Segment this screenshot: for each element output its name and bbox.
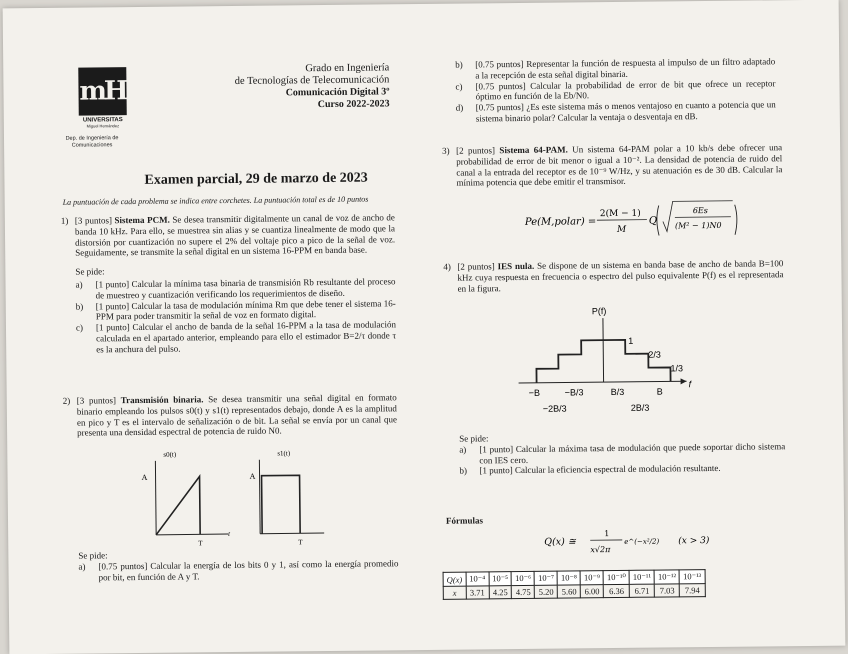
q-cond: (x > 3) [678,536,710,547]
item-label: a) [459,444,467,455]
q-table-head-cell: 10⁻⁸ [557,571,580,585]
q-table-cell: 5.20 [535,585,558,598]
problem-3 [442,142,783,189]
q-formula [544,525,724,561]
q-table-head-cell: 10⁻⁴ [466,572,489,586]
item-label: a) [75,279,83,290]
problem-2-number: 2) [62,395,71,406]
item-text: [1 punto] Calcular la máxima tasa de modulación que puede soportar dicho sistema con IES cero. [479,441,786,466]
q-table-cell: 6.36 [604,584,630,597]
pe-num: 2(M − 1) [599,208,641,220]
pe-q: Q [648,215,658,227]
item-label: c) [75,322,84,333]
pe-den: M [616,224,627,235]
pe-paren-left [657,206,659,236]
item-label: b) [455,59,463,70]
s1-label: s1(t) [277,449,291,458]
exam-sheet [3,0,846,654]
pulse-figures [127,445,338,551]
plot-level-23: 2/3 [648,349,661,360]
q-table-head-cell: 10⁻⁵ [489,572,512,586]
q-table-head-cell: 10⁻⁷ [535,571,558,585]
q-table [443,569,706,600]
q-table-cell: 4.75 [512,585,535,598]
exam-title: Examen parcial, 29 de marzo de 2023 [144,170,368,188]
header-degree-2: de Tecnologías de Telecomunicación [234,74,390,87]
s1-t-axis [260,533,324,534]
item-label: b) [75,301,84,312]
item-label: d) [455,102,464,113]
problem-2-se-pide: Se pide: [78,550,108,561]
s0-t-label: t [228,530,231,539]
problem-1-name: Sistema PCM. [114,214,170,226]
problem-4-questions [459,430,785,477]
plot-level-13: 1/3 [670,363,684,374]
q-table-head-cell: 10⁻¹¹ [629,570,654,584]
department-label [52,135,132,150]
q-table-head-cell: 10⁻⁶ [512,571,535,585]
pe-formula [525,197,745,243]
x-tick-B: B [656,386,663,397]
problem-2-item-a [78,558,398,583]
problem-4-name: IES nula. [497,260,535,272]
q-table-cell: 7.03 [655,584,680,597]
plot-f-axis [519,381,687,383]
q-table-cell: 4.25 [489,586,512,599]
problem-1-points: [3 puntos] [74,215,112,226]
plot-f-label: f [688,379,692,390]
header-year: Curso 2022-2023 [317,98,390,111]
problem-3-points: [2 puntos] [456,145,496,156]
x-tick-2B3: 2B/3 [630,402,650,413]
course-header [203,62,389,112]
q-table-head-cell: 10⁻⁹ [580,571,603,585]
problem-2-continued [455,56,776,124]
plot-f-arrow [681,378,687,384]
item-text: [1 punto] Calcular la mínima tasa binaria de transmisión Rb resultante del proceso de muestreo y cuantización verificando los requerimientos de diseño. [95,276,396,301]
problem-4-se-pide: Se pide: [459,433,489,444]
s1-rect-pulse [262,475,301,533]
problem-3-text: Un sistema 64-PAM polar a 10 kb/s debe ofrecer una probabilidad de error de bit menor o igual a 10⁻². La densidad de potencia de ruido del canal a la entrada del receptor es de 10⁻⁹ W/Hz, y su atenuación es de 30 dB. Calcular la mínima potencia que debe emitir el transmisor. [456,142,783,189]
plot-y-axis [603,318,604,382]
spectrum-plot [506,301,707,425]
pe-inner-bar [675,217,731,218]
dept-line-1: Dep. de Ingeniería de [65,135,119,142]
plot-title: P(f) [591,306,607,317]
exam-note: La puntuación de cada problema se indica entre corchetes. La puntuación total es de 10 puntos [62,194,369,207]
plot-level-1: 1 [628,335,634,346]
problem-2-name: Transmisión binaria. [120,394,204,406]
dept-line-2: Comunicaciones [71,142,113,149]
s1-T-label: T [298,538,303,547]
problem-3-number: 3) [442,145,450,156]
q-den: x√2π [590,545,611,555]
x-tick-minus-B3: −B/3 [564,387,584,398]
header-subject: Comunicación Digital 3º [285,86,390,99]
problem-2-text: Se desea transmitir una señal digital en formato binario empleando los pulsos s0(t) y s1(t) representados debajo, donde A es la amplitud en pico y T es el intervalo de señalización o de bit. La señal se envía por un canal que presenta una densidad espectral de potencia de ruido N0. [76,392,398,439]
q-table-head-cell: 10⁻¹³ [679,570,704,584]
x-tick-minus-2B3: −2B/3 [542,403,567,414]
pe-paren-right [735,205,737,235]
problem-4-text: Se dispone de un sistema en banda base de ancho de banda B=100 kHz cuya respuesta en frecuencia o espectro del pulso equivalente P(f) es el representada en la figura. [457,258,784,294]
s1-y-axis [259,460,260,534]
item-label: a) [78,561,86,572]
problem-2 [62,392,398,439]
header-degree: Grado en Ingeniería [305,62,390,75]
problem-3-name: Sistema 64-PAM. [499,144,568,156]
problem-1 [60,212,397,355]
problem-4-item-b [459,463,785,477]
pe-lhs: Pe(M,polar) = [524,216,597,228]
s0-amp-label: A [141,472,148,482]
x-tick-B3: B/3 [610,386,625,398]
item-text: [0.75 puntos] Calcular la energía de los bits 0 y 1, así como la energía promedio por bit, en función de A y T. [98,558,399,583]
item-text: [1 punto] Calcular la eficiencia espectral de modulación resultante. [479,463,721,476]
q-table-cell: 6.71 [629,584,654,597]
q-exp: e^(−x²/2) [624,537,660,546]
item-text: [1 punto] Calcular el ancho de banda de la señal 16-PPM a la tasa de modulación calculada en el apartado anterior, empleando para ello el estimador B=2/τ donde τ es la anchura del pulso. [95,319,397,355]
item-label: b) [459,465,468,477]
problem-1-item-c [76,319,396,355]
problem-2-item-d [456,99,776,124]
formulas-title: Fórmulas [445,515,484,526]
problem-4-number: 4) [443,261,451,272]
s0-T-label: T [198,539,203,548]
q-table-cell: 7.94 [680,584,705,597]
item-text: [1 punto] Calcular la tasa de modulación mínima Rm que debe tener el sistema 16-PPM para poder transmitir la señal de voz en formato digital. [95,297,396,322]
logo-university: UNIVERSITAS [82,117,123,124]
problem-4-points: [2 puntos] [457,261,495,272]
problem-2-points: [3 puntos] [76,395,117,406]
s0-y-axis [155,461,156,535]
q-table-value-row [443,584,705,600]
s0-t-axis [156,534,228,535]
problem-2-questions [78,547,398,583]
s0-ramp-pulse [156,476,201,534]
problem-1-se-pide: Se pide: [75,266,105,277]
q-table-cell: 5.60 [558,585,581,598]
q-num: 1 [604,529,610,539]
logo-mark: mH [78,67,127,116]
problem-4 [443,258,784,294]
pe-frac-bar [597,220,647,221]
problem-1-text: Se desea transmitir digitalmente un canal de voz de ancho de banda 10 kHz. Para ello, se muestrea sin alias y se cuantiza linealmente de modo que la distorsión por cuantización no supere el 2% del voltaje pico a pico de la señal de voz. Seguidamente, se transmite la señal digital en un sistema 16-PPM en banda base. [74,212,396,259]
pe-inner-num: 6Es [692,206,708,216]
q-lhs: Q(x) ≅ [544,536,576,548]
q-table-cell: x [443,586,466,599]
logo-subtitle: Miguel Hernández [86,123,120,129]
university-logo [67,67,138,129]
q-table-head-cell: Q(x) [443,572,466,586]
q-table-head-cell: 10⁻¹² [654,570,679,584]
pe-inner-den: (M² − 1)N0 [674,220,722,231]
item-text: [0.75 puntos] Calcular la probabilidad de error de bit que ofrece un receptor óptimo en función de la Eb/N0. [475,77,776,102]
s1-amp-label: A [249,471,256,481]
item-label: c) [455,81,463,92]
s0-label: s0(t) [163,450,177,459]
item-text: [0.75 puntos] Representar la función de respuesta al impulso de un filtro adaptado a la recepción de esta señal digital binaria. [475,56,776,81]
q-table-head-cell: 10⁻¹⁰ [603,570,629,584]
q-table-cell: 6.00 [581,585,604,598]
item-text: [0.75 puntos] ¿Es este sistema más o menos ventajoso en cuanto a potencia que un sistema binario polar? Calcular la ventaja o desventaja en dB. [475,99,776,124]
problem-1-number: 1) [60,215,69,226]
x-tick-minus-B: −B [528,387,541,398]
q-table-cell: 3.71 [466,586,489,599]
